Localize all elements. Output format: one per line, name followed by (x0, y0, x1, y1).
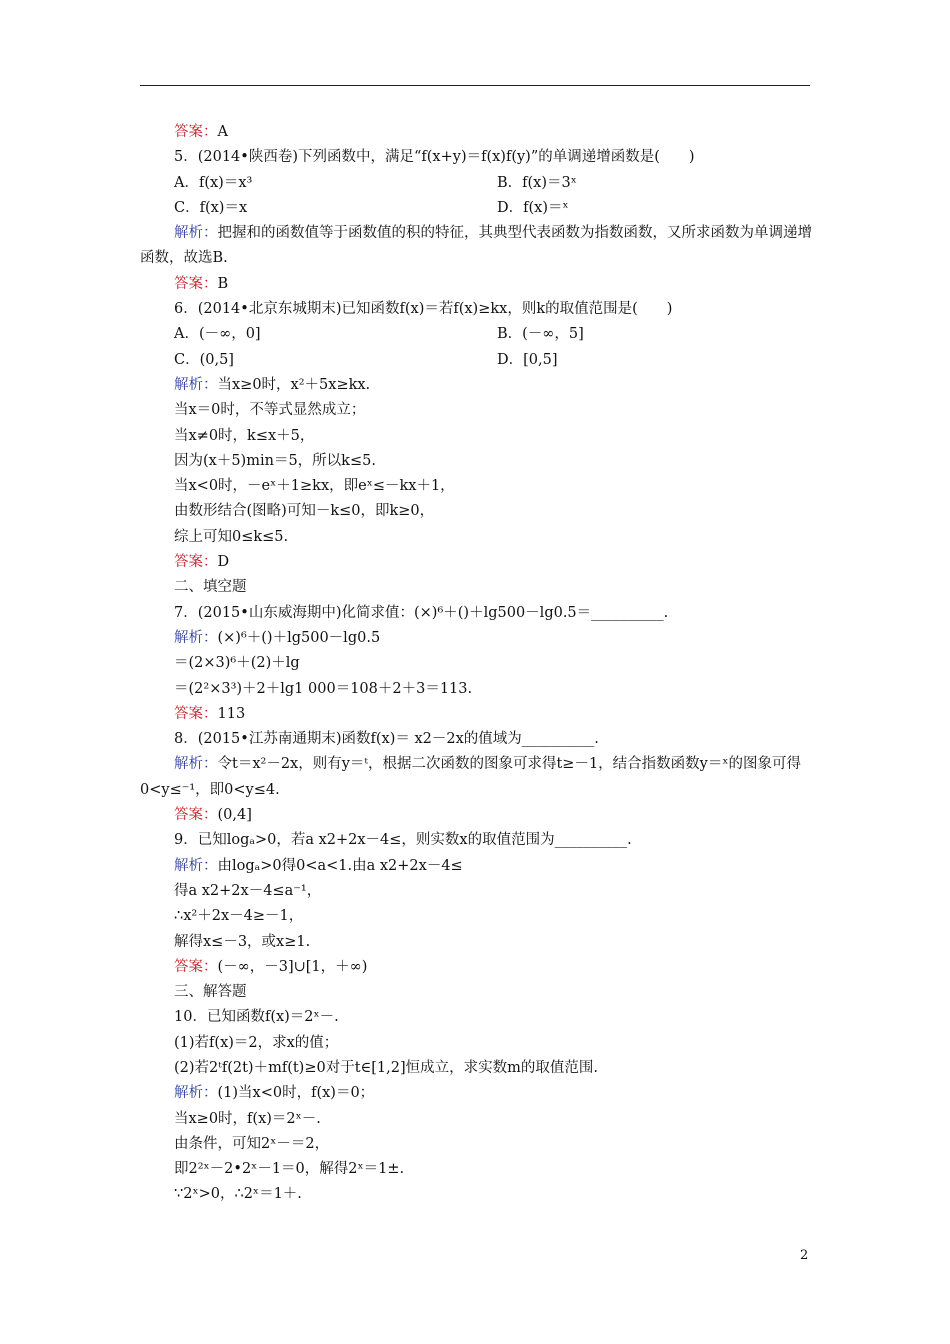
line-text: 当x≥0时，f(x)＝2ˣ－. (174, 1110, 321, 1127)
option-row (140, 348, 820, 373)
answer-label: 答案： (174, 275, 218, 292)
text-line (140, 1005, 820, 1030)
line-text: D (217, 554, 230, 571)
line-text: 即2²ˣ－2•2ˣ－1＝0，解得2ˣ＝1±. (174, 1161, 405, 1178)
line-text: 7．(2015•山东威海期中)化简求值：(×)⁶＋()＋lg500－lg0.5＝__________. (174, 604, 669, 621)
answer-label: 答案： (174, 554, 218, 571)
line-text: 113 (217, 705, 246, 722)
text-line (140, 1031, 820, 1056)
option: C．f(x)＝x (174, 199, 248, 216)
analysis-label: 解析： (174, 1085, 218, 1102)
line-text: ＝(2×3)⁶＋(2)＋lg (174, 655, 300, 672)
line-text: 得a x2+2x－4≤a⁻¹， (174, 882, 322, 899)
option: B．(－∞，5] (497, 326, 584, 343)
line-text: 当x<0时，－eˣ＋1≥kx，即eˣ≤－kx＋1， (174, 478, 455, 495)
line-text: 三、解答题 (174, 984, 247, 1001)
text-line (140, 879, 820, 904)
line-text: 由条件，可知2ˣ－＝2， (174, 1135, 330, 1152)
option-row (140, 196, 820, 221)
text-line (140, 1056, 820, 1081)
line-text: 当x≥0时，x²＋5x≥kx. (217, 376, 371, 393)
line-text: 当x≠0时，k≤x＋5， (174, 427, 315, 444)
line-text: 因为(x＋5)min＝5，所以k≤5. (174, 452, 376, 469)
answer-line (140, 702, 820, 727)
text-line (140, 677, 820, 702)
text-line (140, 601, 820, 626)
text-line (140, 980, 820, 1005)
answer-label: 答案： (174, 705, 218, 722)
line-text: (×)⁶＋()＋lg500－lg0.5 (217, 629, 381, 646)
text-line (140, 828, 820, 853)
document-body (140, 120, 820, 1208)
analysis-label: 解析： (174, 857, 218, 874)
analysis-line (140, 221, 820, 272)
line-text: (－∞，－3]∪[1，＋∞) (217, 958, 368, 975)
option-row (140, 322, 820, 347)
option-row (140, 171, 820, 196)
analysis-label: 解析： (174, 629, 218, 646)
line-text: (0,4] (217, 807, 252, 824)
text-line (140, 727, 820, 752)
page-number: 2 (800, 1248, 809, 1263)
option: C．(0,5] (174, 351, 234, 368)
answer-line (140, 803, 820, 828)
text-line (140, 1132, 820, 1157)
text-line (140, 575, 820, 600)
line-text: B (217, 275, 229, 292)
option: A．f(x)＝x³ (174, 174, 253, 191)
line-text: A (217, 124, 228, 140)
line-text: (1)若f(x)＝2，求x的值； (174, 1034, 339, 1051)
analysis-line (140, 373, 820, 398)
text-line (140, 904, 820, 929)
option: D．f(x)＝ˣ (497, 199, 569, 216)
line-text: 把握和的函数值等于函数值的积的特征，其典型代表函数为指数函数，又所求函数为单调递增函数，故选B. (140, 225, 812, 267)
analysis-line (140, 854, 820, 879)
answer-line (140, 272, 820, 297)
text-line (140, 525, 820, 550)
answer-label: 答案： (174, 124, 218, 140)
line-text: ∵2ˣ>0，∴2ˣ＝1＋. (174, 1186, 302, 1203)
line-text: 5．(2014•陕西卷)下列函数中，满足“f(x+y)＝f(x)f(y)”的单调递增函数是( ) (174, 149, 695, 166)
analysis-line (140, 752, 820, 803)
text-line (140, 1107, 820, 1132)
text-line (140, 398, 820, 423)
line-text: 9．已知logₐ>0，若a x2+2x－4≤，则实数x的取值范围为__________. (174, 832, 632, 849)
analysis-line (140, 626, 820, 651)
answer-label: 答案： (174, 958, 218, 975)
line-text: 综上可知0≤k≤5. (174, 528, 289, 545)
analysis-label: 解析： (174, 756, 218, 773)
analysis-line (140, 1081, 820, 1106)
line-text: ＝(2²×3³)＋2＋lg1 000＝108＋2＋3＝113. (174, 680, 473, 697)
analysis-label: 解析： (174, 376, 218, 393)
text-line (140, 424, 820, 449)
line-text: 6．(2014•北京东城期末)已知函数f(x)＝若f(x)≥kx，则k的取值范围是( ) (174, 301, 673, 318)
option: A．(－∞，0] (174, 326, 261, 343)
header-rule (140, 85, 810, 86)
text-line (140, 297, 820, 322)
line-text: 解得x≤－3，或x≥1. (174, 933, 311, 950)
text-line (140, 145, 820, 170)
line-text: 由数形结合(图略)可知－k≤0，即k≥0， (174, 503, 435, 520)
line-text: (2)若2ᵗf(2t)＋mf(t)≥0对于t∈[1,2]恒成立，求实数m的取值范围. (174, 1059, 598, 1076)
answer-label: 答案： (174, 807, 218, 824)
answer-line (140, 550, 820, 575)
text-line (140, 651, 820, 676)
text-line (140, 1157, 820, 1182)
text-line (140, 499, 820, 524)
line-text: 令t＝x²－2x，则有y＝ᵗ，根据二次函数的图象可求得t≥－1，结合指数函数y＝ˣ的图象可得0<y≤⁻¹，即0<y≤4. (140, 756, 802, 798)
option: B．f(x)＝3ˣ (497, 174, 577, 191)
answer-line (140, 120, 820, 145)
line-text: 10．已知函数f(x)＝2ˣ－. (174, 1009, 339, 1026)
text-line (140, 930, 820, 955)
text-line (140, 474, 820, 499)
line-text: 当x＝0时，不等式显然成立； (174, 402, 366, 419)
answer-line (140, 955, 820, 980)
option: D．[0,5] (497, 351, 558, 368)
line-text: (1)当x<0时，f(x)＝0； (217, 1085, 375, 1102)
line-text: 由logₐ>0得0<a<1.由a x2+2x－4≤ (217, 857, 463, 874)
text-line (140, 449, 820, 474)
text-line (140, 1182, 820, 1207)
line-text: ∴x²＋2x－4≥－1， (174, 908, 304, 925)
analysis-label: 解析： (174, 225, 218, 242)
line-text: 8．(2015•江苏南通期末)函数f(x)＝ x2－2x的值域为__________. (174, 731, 599, 748)
line-text: 二、填空题 (174, 579, 247, 596)
